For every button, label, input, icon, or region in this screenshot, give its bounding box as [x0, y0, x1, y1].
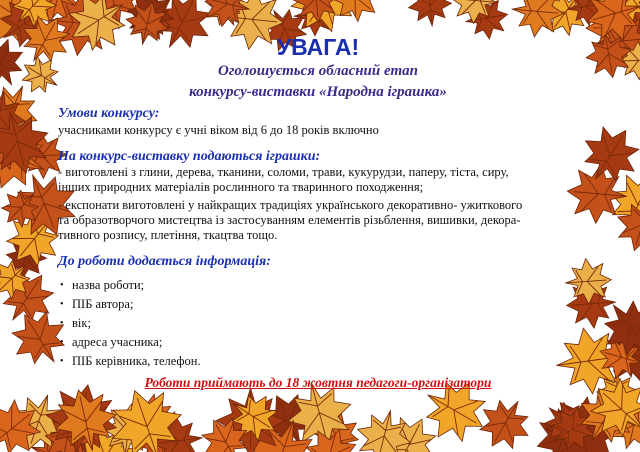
subtitle-line-2: конкурсу-виставки «Народна іграшка»: [189, 84, 447, 100]
conditions-text: учасниками конкурсу є учні віком від 6 до 18 років включно: [58, 123, 379, 137]
toys-para-2-line-3: тивного розпису, плетіння, ткацтва тощо.: [58, 228, 278, 242]
page-title: УВАГА!: [276, 34, 360, 60]
toys-para-2-line-1: - експонати виготовлені у найкращих традиціях українського декоративно- ужиткового: [58, 198, 523, 212]
toys-para-2-line-2: та образотворчого мистецтва із застосуванням елементів різьблення, вишивки, декора-: [58, 213, 521, 227]
conditions-heading: Умови конкурсу:: [58, 106, 160, 121]
maple-leaf-icon: [406, 0, 453, 28]
footer-deadline: Роботи приймають до 18 жовтня педагоги-організатори: [144, 375, 492, 390]
subtitle-line-1: Оголошується обласний етап: [218, 63, 418, 79]
toys-para-1-line-1: - виготовлені з глини, дерева, тканини, соломи, трави, кукурудзи, паперу, тіста, сиру,: [58, 165, 509, 179]
info-heading: До роботи додається інформація:: [58, 254, 271, 269]
info-list: [58, 276, 578, 371]
list-item: • ПІБ автора;: [58, 295, 578, 314]
list-item: • назва роботи;: [58, 276, 578, 295]
toys-para-1-line-2: інших природних матеріалів рослинного та тваринного походження;: [58, 180, 424, 194]
announcement-body: [58, 34, 578, 414]
list-item: • адреса учасника;: [58, 333, 578, 352]
list-item: • ПІБ керівника, телефон.: [58, 352, 578, 371]
list-item: • вік;: [58, 314, 578, 333]
toys-heading: На конкурс-виставку подаються іграшки:: [58, 149, 321, 164]
